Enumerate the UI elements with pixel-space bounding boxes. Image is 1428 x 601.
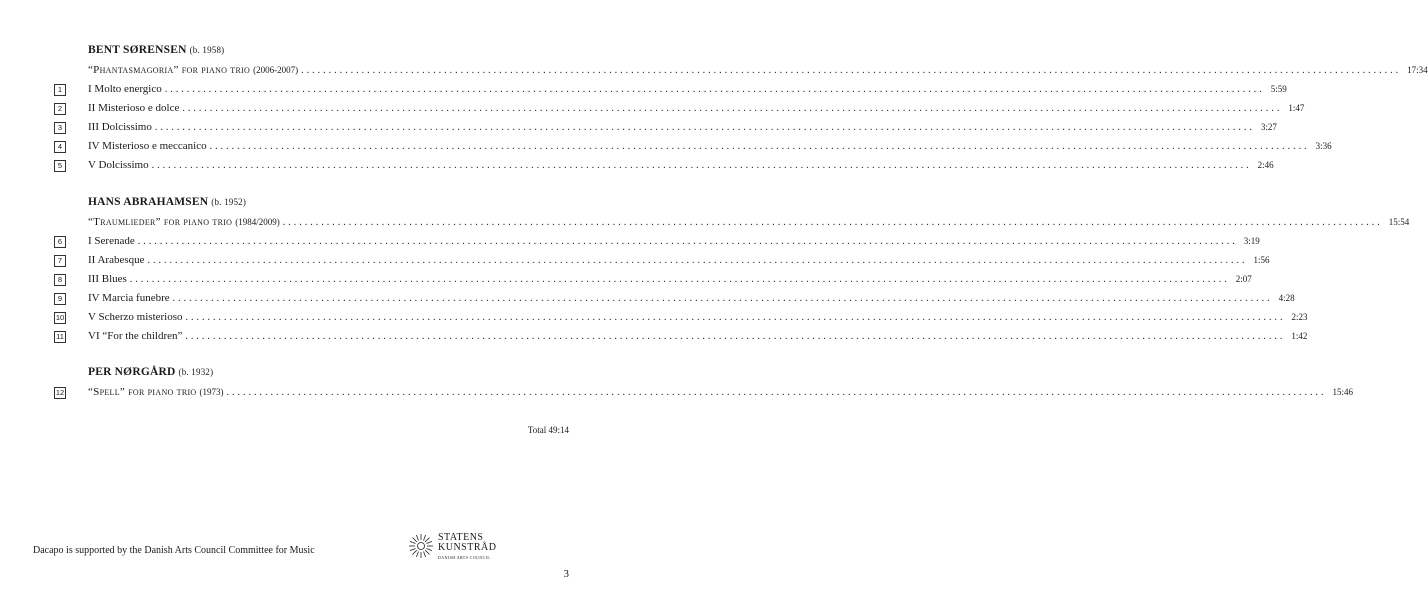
- arts-council-logo: [408, 531, 508, 565]
- work-row: [54, 386, 1354, 402]
- track-number-box: 11: [54, 331, 66, 343]
- work-row: [54, 64, 1428, 80]
- track-title: V Scherzo misterioso: [88, 311, 183, 323]
- work-duration: 15:54: [1388, 217, 1410, 227]
- track-row: [54, 83, 1287, 99]
- track-duration: 3:36: [1315, 141, 1332, 151]
- composer-birth: (b. 1952): [211, 197, 247, 207]
- track-number-box: 6: [54, 236, 66, 248]
- leader-dots: ........................................................................................................................................................................................................: [137, 236, 1238, 247]
- track-row: [54, 159, 1274, 175]
- work-years: (1984/2009): [235, 217, 280, 227]
- track-row: [54, 273, 1252, 289]
- sun-rays-icon: [408, 533, 434, 559]
- track-row: [54, 140, 1332, 156]
- logo-line-1: STATENS: [438, 532, 484, 543]
- composer-name: HANS ABRAHAMSEN: [88, 196, 209, 208]
- composer-heading: [88, 196, 246, 208]
- track-number-box: 5: [54, 160, 66, 172]
- track-row: [54, 254, 1270, 270]
- leader-dots: ........................................................................................................................................................................................................: [301, 65, 1402, 76]
- track-number-box: 1: [54, 84, 66, 96]
- track-title: IV Marcia funebre: [88, 292, 170, 304]
- composer-name: BENT SØRENSEN: [88, 44, 187, 56]
- track-title: III Blues: [88, 273, 127, 285]
- page-number: 3: [563, 568, 569, 580]
- track-number-box: 3: [54, 122, 66, 134]
- track-title: I Molto energico: [88, 83, 162, 95]
- track-title: IV Misterioso e meccanico: [88, 140, 207, 152]
- track-number-box: 4: [54, 141, 66, 153]
- track-title: V Dolcissimo: [88, 159, 149, 171]
- leader-dots: ........................................................................................................................................................................................................: [185, 312, 1286, 323]
- leader-dots: ........................................................................................................................................................................................................: [172, 293, 1273, 304]
- track-number-box: 8: [54, 274, 66, 286]
- work-years: (1973): [199, 387, 224, 397]
- logo-subtitle: DANISH ARTS COUNCIL: [438, 555, 491, 560]
- composer-birth: (b. 1932): [178, 367, 214, 377]
- track-number-box: 12: [55, 388, 65, 397]
- leader-dots: ........................................................................................................................................................................................................: [209, 141, 1310, 152]
- track-duration: 1:42: [1291, 331, 1308, 341]
- track-number-box: 9: [54, 293, 66, 305]
- track-title: II Misterioso e dolce: [88, 102, 180, 114]
- track-number-box: 10: [55, 313, 65, 322]
- track-duration: 2:23: [1291, 312, 1308, 322]
- footer-support-text: Dacapo is supported by the Danish Arts Council Committee for Music: [33, 545, 315, 556]
- leader-dots: ........................................................................................................................................................................................................: [147, 255, 1248, 266]
- logo-line-2: KUNSTRÅD: [438, 542, 497, 553]
- work-duration: 15:46: [1332, 387, 1354, 397]
- track-duration: 3:27: [1260, 122, 1277, 132]
- track-number-box: 2: [54, 103, 66, 115]
- composer-heading: [88, 366, 213, 378]
- track-title: VI “For the children”: [88, 330, 183, 342]
- track-duration: 2:07: [1235, 274, 1252, 284]
- leader-dots: ........................................................................................................................................................................................................: [226, 387, 1327, 398]
- track-duration: 1:56: [1253, 255, 1270, 265]
- leader-dots: ........................................................................................................................................................................................................: [151, 160, 1252, 171]
- track-duration: 4:28: [1278, 293, 1295, 303]
- work-duration: 17:34: [1407, 65, 1428, 75]
- track-row: [54, 235, 1260, 251]
- leader-dots: ........................................................................................................................................................................................................: [185, 331, 1286, 342]
- track-row: [54, 311, 1308, 327]
- logo-wordmark: [438, 533, 496, 553]
- track-row: [54, 330, 1308, 346]
- total-duration: Total 49:14: [527, 425, 569, 435]
- leader-dots: ........................................................................................................................................................................................................: [154, 122, 1255, 133]
- track-title: I Serenade: [88, 235, 135, 247]
- composer-birth: (b. 1958): [189, 45, 225, 55]
- track-row: [54, 292, 1295, 308]
- work-title: “Phantasmagoria” for piano trio: [88, 64, 251, 76]
- work-title: “Traumlieder” for piano trio: [88, 216, 233, 228]
- work-row: [54, 216, 1410, 232]
- work-title: “Spell” for piano trio: [88, 386, 197, 398]
- track-row: [54, 121, 1277, 137]
- leader-dots: ........................................................................................................................................................................................................: [282, 217, 1383, 228]
- work-years: (2006-2007): [253, 65, 299, 75]
- track-number-box: 7: [54, 255, 66, 267]
- leader-dots: ........................................................................................................................................................................................................: [164, 84, 1265, 95]
- track-duration: 2:46: [1257, 160, 1274, 170]
- track-duration: 1:47: [1288, 103, 1305, 113]
- leader-dots: ........................................................................................................................................................................................................: [182, 103, 1283, 114]
- track-title: II Arabesque: [88, 254, 145, 266]
- composer-heading: [88, 44, 224, 56]
- composer-name: PER NØRGÅRD: [88, 366, 176, 378]
- track-duration: 5:59: [1270, 84, 1287, 94]
- leader-dots: ........................................................................................................................................................................................................: [129, 274, 1230, 285]
- track-title: III Dolcissimo: [88, 121, 152, 133]
- track-row: [54, 102, 1305, 118]
- track-duration: 3:19: [1243, 236, 1260, 246]
